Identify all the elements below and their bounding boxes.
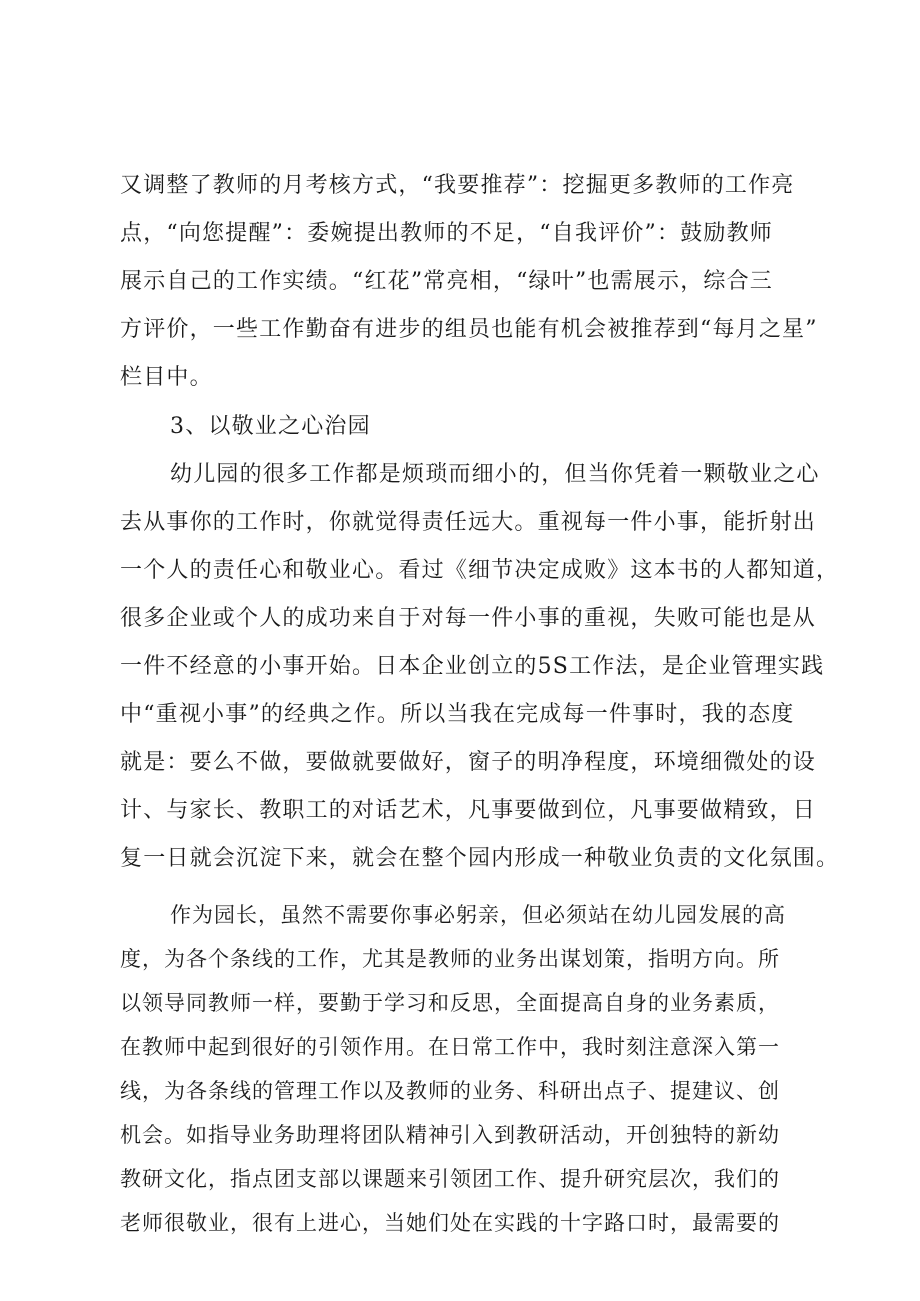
text-line: 幼儿园的很多工作都是烦琐而细小的，但当你凭着一颗敬业之心: [170, 462, 820, 487]
text-line: 一件不经意的小事开始。日本企业创立的5S工作法，是企业管理实践: [120, 654, 825, 679]
text-line: 线，为各条线的管理工作以及教师的业务、科研出点子、提建议、创: [120, 1079, 780, 1103]
text-line: 展示自己的工作实绩。“红花”常亮相，“绿叶”也需展示，综合三: [120, 269, 773, 294]
section-heading: [120, 403, 820, 451]
text-line: 机会。如指导业务助理将团队精神引入到教研活动，开创独特的新幼: [120, 1123, 780, 1147]
text-line: 度，为各个条线的工作，尤其是教师的业务出谋划策，指明方向。所: [120, 947, 780, 971]
text-line: 栏目中。: [120, 365, 213, 390]
text-line: 又调整了教师的月考核方式，“我要推荐”：挖掘更多教师的工作亮: [120, 173, 795, 198]
text-line: 就是：要么不做，要做就要做好，窗子的明净程度，环境细微处的设: [120, 750, 817, 775]
text-line: 很多企业或个人的成功来自于对每一件小事的重视，失败可能也是从: [120, 606, 817, 631]
text-line: 以领导同教师一样，要勤于学习和反思，全面提高自身的业务素质，: [120, 991, 780, 1015]
text-line: 作为园长，虽然不需要你事必躬亲，但必须站在幼儿园发展的高: [170, 903, 786, 927]
paragraph-1: [120, 162, 820, 402]
text-line: 中“重视小事”的经典之作。所以当我在完成每一件事时，我的态度: [120, 702, 795, 727]
paragraph-3: [120, 893, 820, 1245]
text-line: 计、与家长、教职工的对话艺术，凡事要做到位，凡事要做精致，日: [120, 798, 817, 823]
text-line: 复一日就会沉淀下来，就会在整个园内形成一种敬业负责的文化氛围。: [120, 846, 840, 871]
paragraph-2: [120, 451, 840, 883]
text-line: 一个人的责任心和敬业心。看过《细节决定成败》这本书的人都知道，: [120, 558, 840, 583]
text-line: 去从事你的工作时，你就觉得责任远大。重视每一件小事，能折射出: [120, 510, 817, 535]
heading-text: 3、以敬业之心治园: [170, 414, 371, 439]
text-line: 老师很敬业，很有上进心，当她们处在实践的十字路口时，最需要的: [120, 1211, 780, 1235]
text-line: 点，“向您提醒”：委婉提出教师的不足，“自我评价”：鼓励教师: [120, 221, 773, 246]
text-line: 教研文化，指点团支部以课题来引领团工作、提升研究层次，我们的: [120, 1167, 780, 1191]
text-line: 在教师中起到很好的引领作用。在日常工作中，我时刻注意深入第一: [120, 1035, 780, 1059]
text-line: 方评价，一些工作勤奋有进步的组员也能有机会被推荐到“每月之星”: [120, 317, 818, 342]
